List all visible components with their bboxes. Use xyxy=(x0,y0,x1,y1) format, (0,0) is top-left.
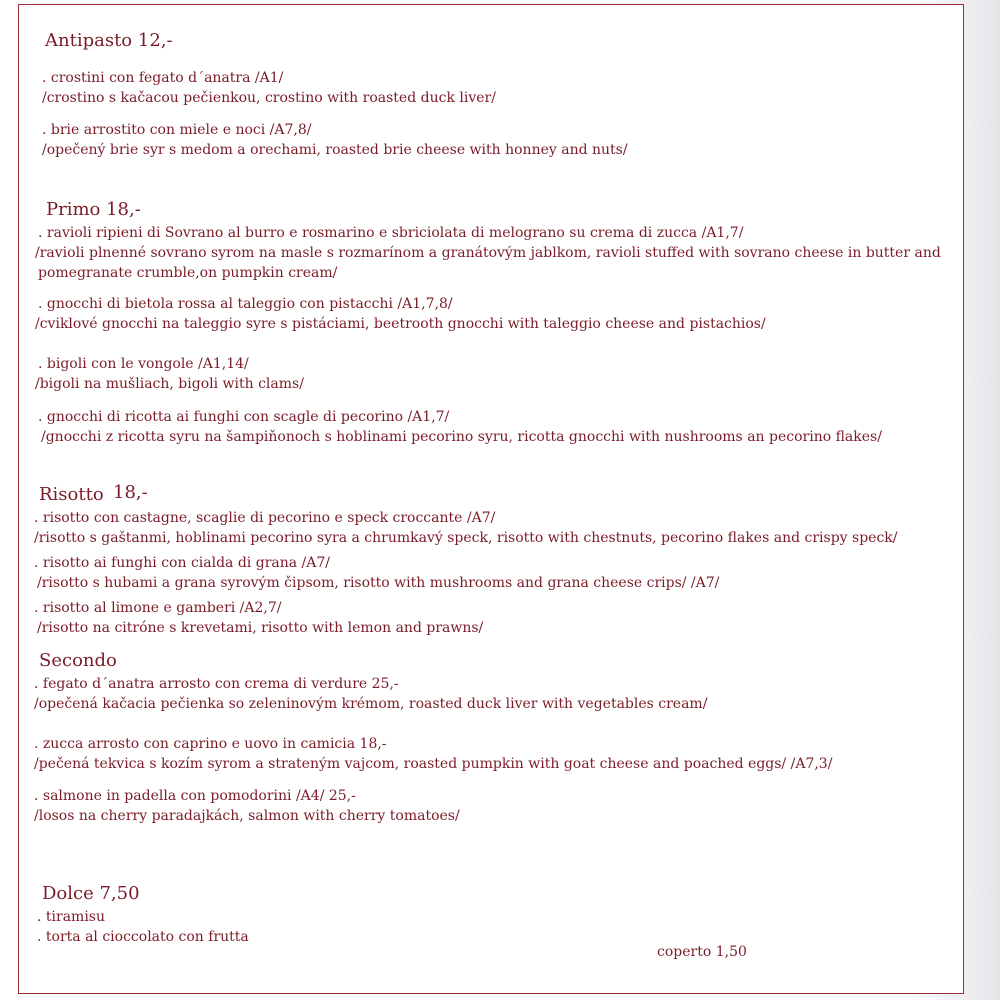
menu-item-translation: /cviklové gnocchi na taleggio syre s pistáciami, beetrooth gnocchi with taleggio cheese and pistachios/ xyxy=(35,316,766,332)
section-title-risotto: Risotto xyxy=(39,484,104,505)
section-title-primo: Primo 18,- xyxy=(46,199,141,220)
menu-item-name: . salmone in padella con pomodorini /A4/ 25,- xyxy=(34,788,356,804)
menu-item-name: . zucca arrosto con caprino e uovo in camicia 18,- xyxy=(34,736,387,752)
menu-item-name: . torta al cioccolato con frutta xyxy=(37,929,249,945)
menu-item-translation: /crostino s kačacou pečienkou, crostino with roasted duck liver/ xyxy=(42,90,496,106)
menu-item-translation: /risotto s hubami a grana syrovým čipsom, risotto with mushrooms and grana cheese crips/ /A7/ xyxy=(37,575,720,591)
menu-item-name: . fegato d´anatra arrosto con crema di verdure 25,- xyxy=(34,676,399,692)
menu-item-name: . crostini con fegato d´anatra /A1/ xyxy=(42,70,284,86)
menu-item-translation: /bigoli na mušliach, bigoli with clams/ xyxy=(35,376,304,392)
menu-item-translation: /ravioli plnenné sovrano syrom na masle s rozmarínom a granátovým jablkom, ravioli stuffed with sovrano cheese in butter and xyxy=(35,245,941,261)
menu-item-translation: /risotto s gaštanmi, hoblinami pecorino syra a chrumkavý speck, risotto with chestnuts, pecorino flakes and crispy speck/ xyxy=(34,530,898,546)
section-title-secondo: Secondo xyxy=(39,650,117,671)
section-title-dolce: Dolce 7,50 xyxy=(42,883,140,904)
menu-item-name: . gnocchi di ricotta ai funghi con scagle di pecorino /A1,7/ xyxy=(38,409,450,425)
menu-item-translation: /opečený brie syr s medom a orechami, roasted brie cheese with honney and nuts/ xyxy=(42,142,628,158)
menu-item-name: . risotto ai funghi con cialda di grana /A7/ xyxy=(34,555,331,571)
section-title-antipasto: Antipasto 12,- xyxy=(45,30,173,51)
menu-item-translation: /opečená kačacia pečienka so zeleninovým krémom, roasted duck liver with vegetables cream/ xyxy=(34,696,708,712)
menu-item-translation: /risotto na citróne s krevetami, risotto with lemon and prawns/ xyxy=(37,620,484,636)
section-price-risotto: 18,- xyxy=(113,482,148,503)
menu-item-name: . gnocchi di bietola rossa al taleggio con pistacchi /A1,7,8/ xyxy=(38,296,453,312)
menu-item-name: . ravioli ripieni di Sovrano al burro e rosmarino e sbriciolata di melograno su crema di zucca /A1,7/ xyxy=(38,225,744,241)
menu-item-translation-cont: pomegranate crumble,on pumpkin cream/ xyxy=(38,265,338,281)
menu-item-translation: /pečená tekvica s kozím syrom a strateným vajcom, roasted pumpkin with goat cheese and poached eggs/ /A7,3/ xyxy=(34,756,833,772)
coperto-price: coperto 1,50 xyxy=(657,944,747,960)
menu-item-name: . bigoli con le vongole /A1,14/ xyxy=(38,356,249,372)
menu-item-translation: /gnocchi z ricotta syru na šampiňonoch s hoblinami pecorino syru, ricotta gnocchi with nushrooms an pecorino flakes/ xyxy=(41,429,882,445)
menu-item-name: . risotto al limone e gamberi /A2,7/ xyxy=(34,600,282,616)
menu-item-name: . tiramisu xyxy=(37,909,105,925)
menu-item-name: . brie arrostito con miele e noci /A7,8/ xyxy=(42,122,312,138)
menu-item-translation: /losos na cherry paradajkách, salmon with cherry tomatoes/ xyxy=(34,808,460,824)
menu-item-name: . risotto con castagne, scaglie di pecorino e speck croccante /A7/ xyxy=(34,510,496,526)
